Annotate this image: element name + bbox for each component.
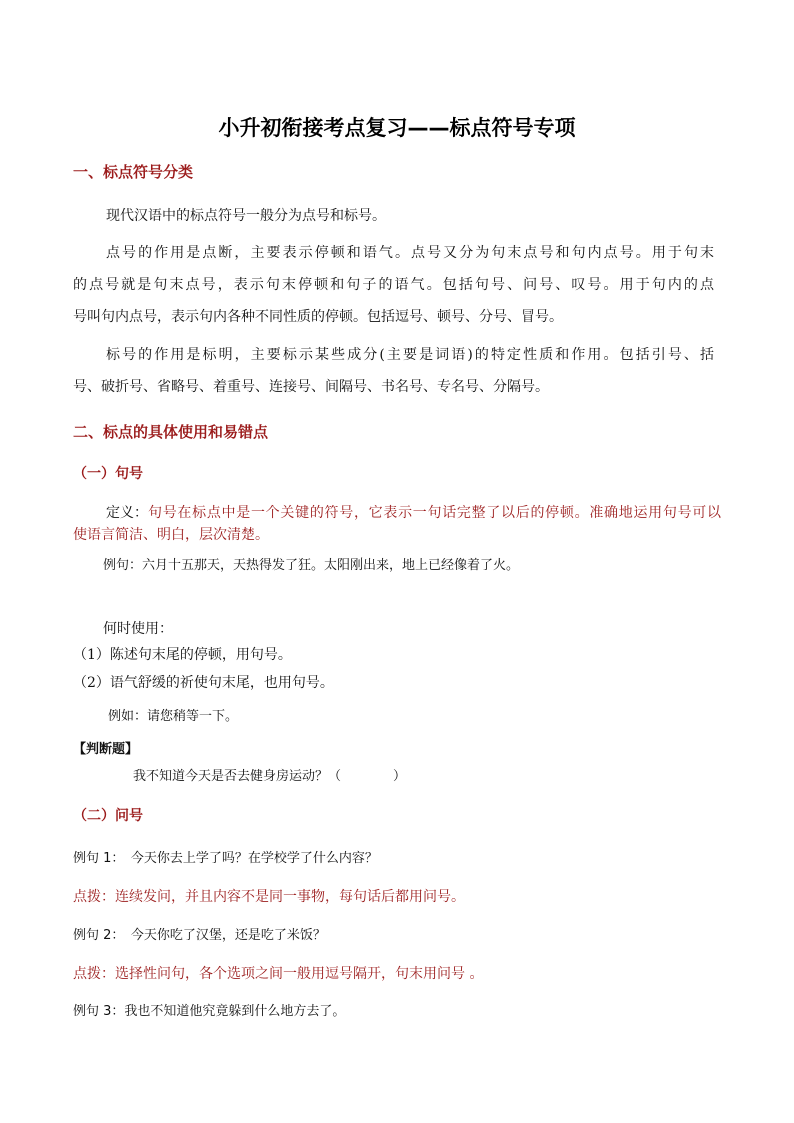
page-title: 小升初衔接考点复习——标点符号专项 xyxy=(218,116,576,140)
section-1-paragraph-1: 现代汉语中的标点符号一般分为点号和标号。 xyxy=(106,208,386,224)
section-1-paragraph-3-line-1: 标号的作用是标明，主要标示某些成分(主要是词语)的特定性质和作用。包括引号、括 xyxy=(106,347,714,363)
question-example-1: 例句 1： 今天你去上学了吗？在学校学了什么内容？ xyxy=(73,851,378,866)
section-1-paragraph-2-line-1: 点号的作用是点断，主要表示停顿和语气。点号又分为句末点号和句内点号。用于句末 xyxy=(106,245,714,261)
subsection-question-mark-heading: （二）问号 xyxy=(73,808,143,824)
period-definition-line-1: 句号在标点中是一个关键的符号，它表示一句话完整了以后的停顿。准确地运用句号可以 xyxy=(148,505,721,521)
period-rule-1: （1）陈述句末尾的停顿，用句号。 xyxy=(73,647,292,663)
section-1-paragraph-2-line-2: 的点号就是句末点号，表示句末停顿和句子的语气。包括句号、问号、叹号。用于句内的点 xyxy=(73,277,714,293)
period-rule-2: （2）语气舒缓的祈使句末尾，也用句号。 xyxy=(73,675,334,691)
period-example-2: 例如：请您稍等一下。 xyxy=(108,709,239,724)
question-tip-2: 点拨：选择性问句，各个选项之间一般用逗号隔开，句末用问号 。 xyxy=(73,966,484,982)
judge-question-label: 【判断题】 xyxy=(73,742,139,757)
period-definition-line-2: 使语言简洁、明白，层次清楚。 xyxy=(73,527,269,543)
section-1-heading: 一、标点符号分类 xyxy=(73,163,194,181)
question-example-2: 例句 2： 今天你吃了汉堡，还是吃了米饭？ xyxy=(73,928,326,943)
section-1-paragraph-3-line-2: 号、破折号、省略号、着重号、连接号、间隔号、书名号、专名号、分隔号。 xyxy=(73,379,549,395)
section-2-heading: 二、标点的具体使用和易错点 xyxy=(73,423,269,441)
period-definition-label: 定义： xyxy=(106,505,148,521)
period-when-to-use: 何时使用： xyxy=(103,621,173,637)
period-example-sentence: 例句：六月十五那天，天热得发了狂。太阳刚出来，地上已经像着了火。 xyxy=(103,558,520,573)
question-tip-1: 点拨：连续发问，并且内容不是同一事物，每句话后都用问号。 xyxy=(73,889,465,905)
subsection-period-heading: （一）句号 xyxy=(73,466,143,482)
judge-question-text: 我不知道今天是否去健身房运动？（ ） xyxy=(133,769,407,784)
section-1-paragraph-2-line-3: 号叫句内点号，表示句内各种不同性质的停顿。包括逗号、顿号、分号、冒号。 xyxy=(73,309,563,325)
question-example-3: 例句 3：我也不知道他究竟躲到什么地方去了。 xyxy=(73,1004,346,1019)
